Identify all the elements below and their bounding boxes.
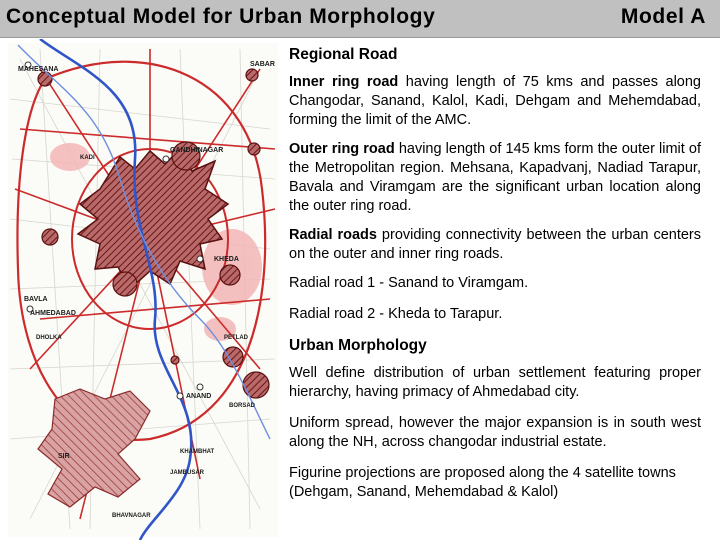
radial-road-2: Radial road 2 - Kheda to Tarapur.	[289, 306, 503, 322]
label-borsad: BORSAD	[229, 403, 256, 409]
urban-morphology-p1: Well define distribution of urban settlement featuring proper hierarchy, having primacy of Ahmedabad city.	[289, 365, 701, 400]
label-sir: SIR	[58, 453, 70, 460]
radial-roads-label: Radial roads	[289, 227, 377, 243]
label-bhavnagar: BHAVNAGAR	[112, 513, 151, 519]
label-jambusar: JAMBUSAR	[170, 470, 205, 476]
label-kheda: KHEDA	[214, 256, 239, 263]
inner-ring-paragraph	[289, 73, 701, 130]
label-sabar: SABAR	[250, 61, 275, 68]
inner-ring-text: having length of 75 kms and passes along Changodar, Sanand, Kalol, Kadi, Dehgam and Mehemdabad, forming the limit of the AMC.	[289, 74, 701, 128]
regional-road-heading: Regional Road	[289, 46, 398, 63]
urban-morphology-heading: Urban Morphology	[289, 337, 427, 354]
label-dholka: DHOLKA	[36, 335, 62, 341]
radial-road-1: Radial road 1 - Sanand to Viramgam.	[289, 275, 529, 291]
outer-ring-paragraph	[289, 140, 701, 216]
radial-roads-text: providing connectivity between the urban centers on the outer and inner ring roads.	[289, 227, 701, 262]
label-mahesana: MAHESANA	[18, 66, 59, 73]
header-bar	[0, 0, 720, 38]
content-panel	[289, 45, 701, 512]
label-kadi: KADI	[80, 155, 95, 161]
label-anand: ANAND	[186, 393, 212, 400]
outer-ring-text: having length of 145 kms form the outer limit of the Metropolitan region. Mehsana, Kapadvanj, Nadiad Tarapur, Bavala and Viramgam are the significant urban location along the outer ring road.	[289, 141, 701, 214]
label-gandhinagar: GANDHINAGAR	[170, 147, 224, 154]
urban-morphology-p2: Uniform spread, however the major expansion is in south west along the NH, across changodar industrial estate.	[289, 415, 701, 450]
label-petlad: PETLAD	[224, 335, 248, 341]
label-khambhat: KHAMBHAT	[180, 449, 215, 455]
radial-roads-paragraph	[289, 226, 701, 264]
regional-map	[0, 39, 282, 540]
page-title: Conceptual Model for Urban Morphology	[6, 5, 436, 28]
inner-ring-label: Inner ring road	[289, 74, 399, 90]
label-ahmedabad: AHMEDABAD	[30, 310, 76, 317]
model-label: Model A	[620, 5, 706, 28]
urban-morphology-p3: Figurine projections are proposed along the 4 satellite towns (Dehgam, Sanand, Mehemdabad & Kalol)	[289, 465, 676, 500]
outer-ring-label: Outer ring road	[289, 141, 395, 157]
label-bavla: BAVLA	[24, 296, 48, 303]
